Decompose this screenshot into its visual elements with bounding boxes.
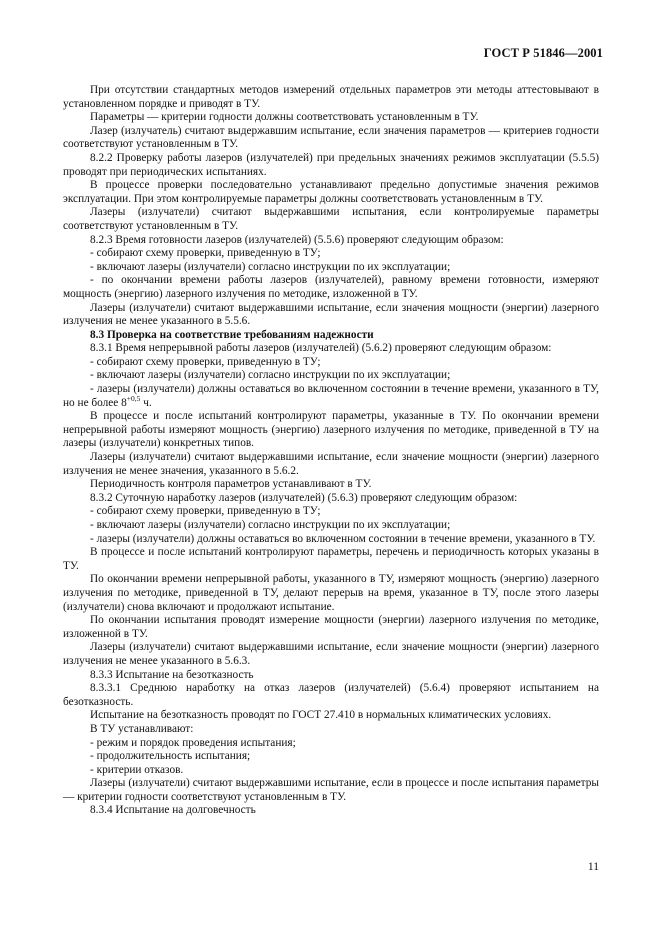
list-item: - включают лазеры (излучатели) согласно инструкции по их эксплуатации; [90,260,451,273]
document-body [63,84,599,818]
document-header: ГОСТ Р 51846—2001 [483,46,603,60]
paragraph: По окончании времени непрерывной работы, указанного в ТУ, измеряют мощность (энергию) лазерного излучения по методике, приведенной в ТУ, делают перерыв на время, указанное в ТУ, после этого лазеры (излучатели) снова включают и продолжают испытание. [63,573,599,613]
paragraph: Испытание на безотказность проводят по ГОСТ 27.410 в нормальных климатических условиях. [90,709,552,722]
list-item: - собирают схему проверки, приведенную в ТУ; [90,247,321,260]
list-item [63,383,599,410]
page-number: 11 [587,861,599,873]
paragraph: Лазер (излучатель) считают выдержавшим испытание, если значения параметров — критериев годности соответствуют установленным в ТУ. [63,124,599,151]
paragraph: Периодичность контроля параметров устанавливают в ТУ. [90,478,372,491]
list-item: - включают лазеры (излучатели) согласно инструкции по их эксплуатации; [90,369,451,382]
paragraph: 8.3.3.1 Среднюю наработку на отказ лазеров (излучателей) (5.6.4) проверяют испытанием на безотказность. [63,682,599,708]
list-item: - включают лазеры (излучатели) согласно инструкции по их эксплуатации; [90,519,451,531]
section-heading: 8.3 Проверка на соответствие требованиям надежности [90,328,374,341]
paragraph: В процессе и после испытаний контролируют параметры, указанные в ТУ. По окончании времени непрерывной работы измеряют мощность (энергию) лазерного излучения по методике, приведенной в ТУ на лазеры (излучатели) конкретных типов. [63,410,599,450]
paragraph: Параметры — критерии годности должны соответствовать установленным в ТУ. [90,111,479,124]
paragraph: Лазеры (излучатели) считают выдержавшими испытание, если значения мощности (энергии) лазерного излучения не менее указанного в 5.5.6. [63,301,599,328]
subsection-heading: 8.3.4 Испытание на долговечность [90,804,256,817]
paragraph: 8.2.3 Время готовности лазеров (излучателей) (5.5.6) проверяют следующим образом: [90,233,504,246]
list-item: - продолжительность испытания; [90,750,251,763]
paragraph: В ТУ устанавливают: [90,722,194,735]
paragraph: В процессе и после испытаний контролируют параметры, перечень и периодичность которых указаны в ТУ. [63,546,599,572]
paragraph: Лазеры (излучатели) считают выдержавшими испытание, если в процессе и после испытания параметры — критерии годности соответствуют установленным в ТУ. [63,777,599,803]
subsection-heading: 8.3.3 Испытание на безотказность [90,668,254,681]
paragraph: При отсутствии стандартных методов измерений отдельных параметров эти методы аттестовывают в установленном порядке и приводят в ТУ. [63,84,599,110]
list-item: - лазеры (излучатели) должны оставаться во включенном состоянии в течение времени, указанного в ТУ. [90,532,596,545]
paragraph: 8.3.1 Время непрерывной работы лазеров (излучателей) (5.6.2) проверяют следующим образом: [90,342,552,355]
list-item: - режим и порядок проведения испытания; [90,736,296,749]
paragraph: В процессе проверки последовательно устанавливают предельно допустимые значения режимов эксплуатации. При этом контролируемые параметры должны соответствовать установленным в ТУ. [63,179,599,205]
unit-hours: ч. [143,396,152,409]
paragraph: 8.2.2 Проверку работы лазеров (излучателей) при предельных значениях режимов эксплуатации (5.5.5) проводят при периодических испытаниях. [63,151,599,178]
tolerance-superscript: +0,5 [126,393,141,403]
paragraph: По окончании испытания проводят измерение мощности (энергии) лазерного излучения по методике, изложенной в ТУ. [63,614,599,640]
list-item: - собирают схему проверки, приведенную в ТУ; [90,505,321,518]
list-item: - собирают схему проверки, приведенную в ТУ; [90,355,321,368]
list-item: - по окончании времени работы лазеров (излучателей), равному времени готовности, измеряют мощность (энергию) лазерного излучения по методике, изложенной в ТУ. [63,274,599,300]
paragraph: Лазеры (излучатели) считают выдержавшими испытание, если значение мощности (энергии) лазерного излучения не менее значения, указанного в 5.6.2. [63,451,599,477]
list-item: - критерии отказов. [90,763,184,776]
list-item-text: - лазеры (излучатели) должны оставаться во включенном состоянии в течение времени, указанного в ТУ, но не более 8 [63,383,599,409]
paragraph: 8.3.2 Суточную наработку лазеров (излучателей) (5.6.3) проверяют следующим образом: [90,491,518,504]
paragraph: Лазеры (излучатели) считают выдержавшими испытания, если контролируемые параметры соответствуют установленным в ТУ. [63,206,599,232]
paragraph: Лазеры (излучатели) считают выдержавшими испытание, если значение мощности (энергии) лазерного излучения не менее указанного в 5.6.3. [63,641,599,667]
